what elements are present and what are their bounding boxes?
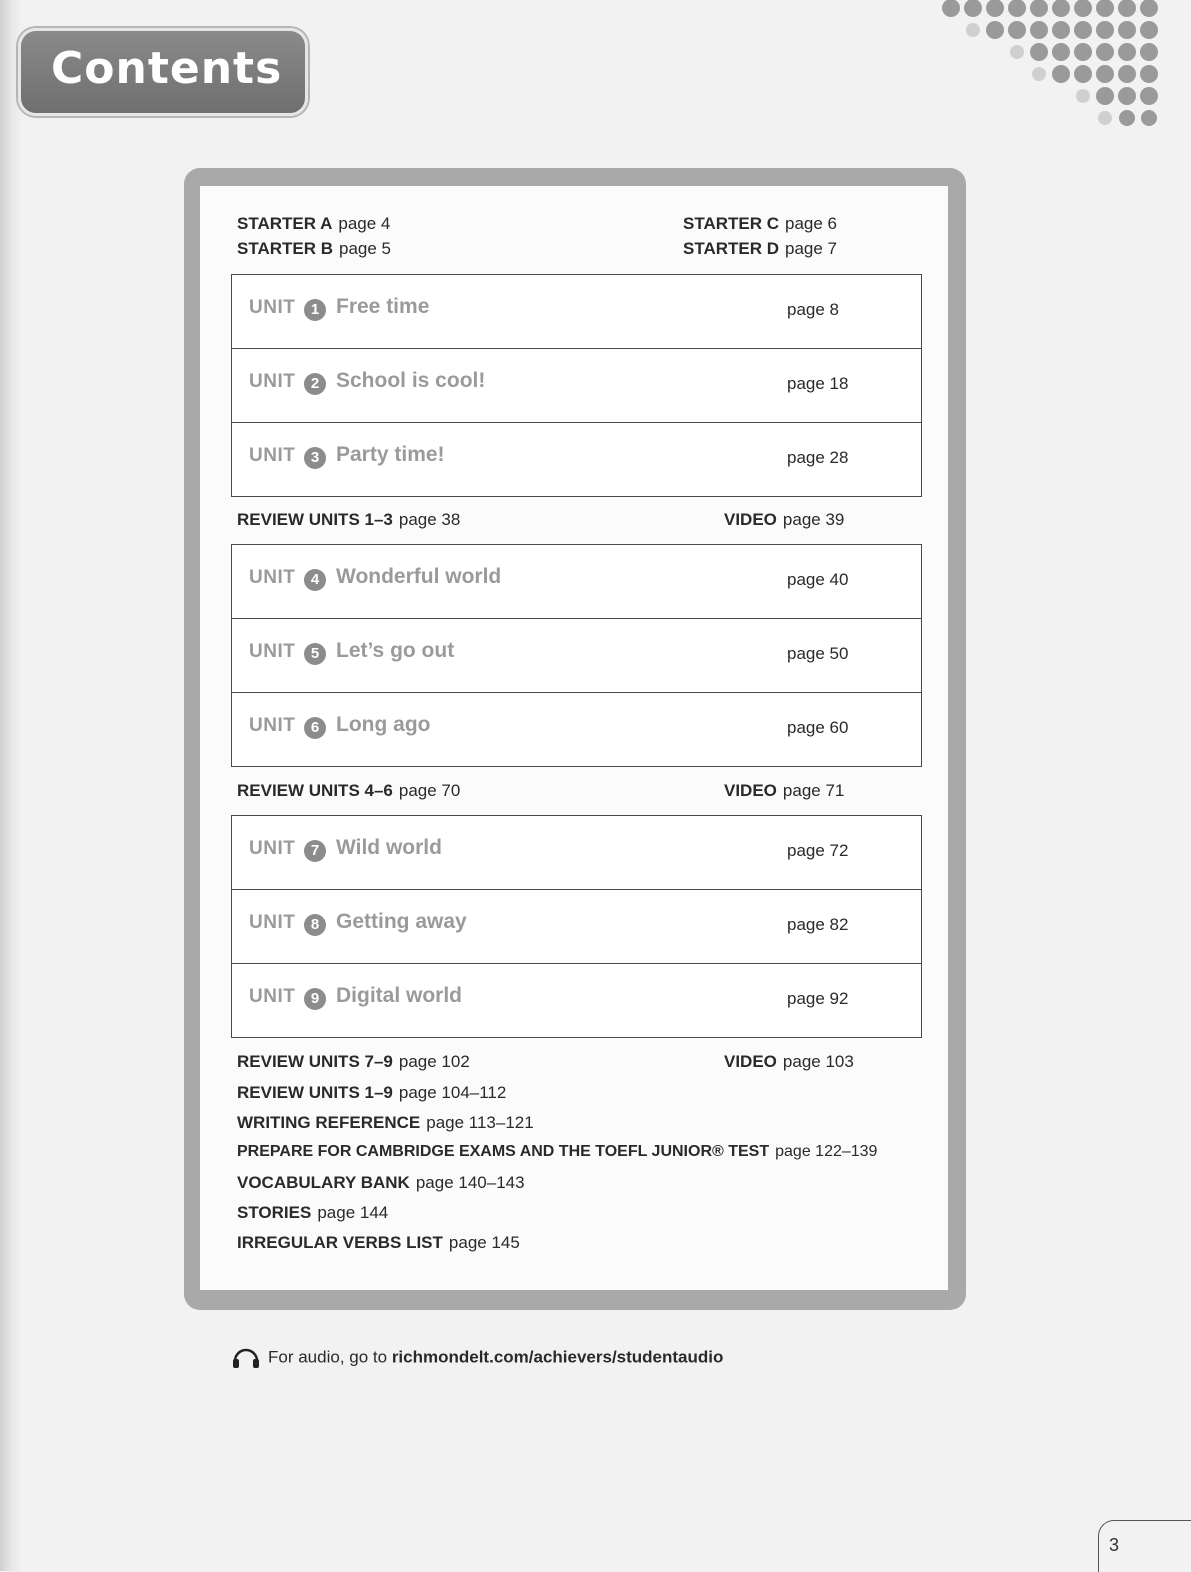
page-number-tab [1098,1520,1191,1572]
starter-d: STARTER D page 7 [683,239,838,258]
unit-row: UNIT 5 Let’s go out page 50 [232,618,921,692]
unit-number-badge: 2 [304,373,326,395]
unit-page: page 18 [787,374,849,393]
review-units-1-9: REVIEW UNITS 1–9 page 104–112 [237,1083,507,1102]
unit-row: UNIT 3 Party time! page 28 [232,422,921,496]
unit-title: Party time! [336,443,445,466]
unit-page: page 72 [787,841,849,860]
unit-group-2 [231,544,922,767]
unit-page: page 60 [787,718,849,737]
writing-reference: WRITING REFERENCE page 113–121 [237,1113,534,1132]
unit-title: Let’s go out [336,639,455,662]
unit-title: School is cool! [336,369,486,392]
vocabulary-bank: VOCABULARY BANK page 140–143 [237,1173,525,1192]
unit-number-badge: 4 [304,569,326,591]
decorative-dots [911,0,1181,130]
unit-title: Wonderful world [336,565,502,588]
contents-title-tab [18,28,308,116]
headphones-icon [232,1347,260,1369]
starter-a: STARTER A page 4 [237,214,391,233]
review-units-1-3: REVIEW UNITS 1–3 page 38 [237,510,461,529]
unit-number-badge: 6 [304,717,326,739]
unit-page: page 50 [787,644,849,663]
unit-page: page 92 [787,989,849,1008]
unit-page: page 40 [787,570,849,589]
audio-note: For audio, go to richmondelt.com/achievers/studentaudio [232,1347,723,1369]
unit-page: page 8 [787,300,839,319]
unit-row: UNIT 6 Long ago page 60 [232,692,921,766]
starter-c: STARTER C page 6 [683,214,838,233]
page-number: 3 [1109,1535,1120,1555]
audio-url-link[interactable]: richmondelt.com/achievers/studentaudio [391,1347,724,1367]
unit-page: page 82 [787,915,849,934]
unit-row: UNIT 2 School is cool! page 18 [232,348,921,422]
unit-group-1 [231,274,922,497]
video-1: VIDEO page 39 [724,510,845,529]
video-3: VIDEO page 103 [724,1052,854,1071]
unit-page: page 28 [787,448,849,467]
unit-number-badge: 8 [304,914,326,936]
unit-title: Digital world [336,984,462,1007]
review-units-4-6: REVIEW UNITS 4–6 page 70 [237,781,461,800]
unit-number-badge: 5 [304,643,326,665]
unit-number-badge: 7 [304,840,326,862]
irregular-verbs-list: IRREGULAR VERBS LIST page 145 [237,1233,520,1252]
book-spine-shadow [0,0,22,1571]
unit-row: UNIT 4 Wonderful world page 40 [249,565,849,589]
unit-title: Getting away [336,910,467,933]
unit-title: Long ago [336,713,431,736]
unit-row: UNIT 7 Wild world page 72 [249,836,849,860]
unit-row: UNIT 1 Free time page 8 [249,295,839,319]
unit-number-badge: 9 [304,988,326,1010]
review-units-7-9: REVIEW UNITS 7–9 page 102 [237,1052,470,1071]
unit-number-badge: 3 [304,447,326,469]
starter-b: STARTER B page 5 [237,239,392,258]
unit-group-3 [231,815,922,1038]
stories: STORIES page 144 [237,1203,389,1222]
prepare-for-exams: PREPARE FOR CAMBRIDGE EXAMS AND THE TOEFL JUNIOR® TEST page 122–139 [237,1143,878,1160]
unit-title: Wild world [336,836,442,859]
video-2: VIDEO page 71 [724,781,845,800]
unit-row: UNIT 9 Digital world page 92 [232,963,921,1037]
page-title: Contents [51,43,283,94]
unit-title: Free time [336,295,430,318]
unit-row: UNIT 8 Getting away page 82 [232,889,921,963]
unit-number-badge: 1 [304,299,326,321]
